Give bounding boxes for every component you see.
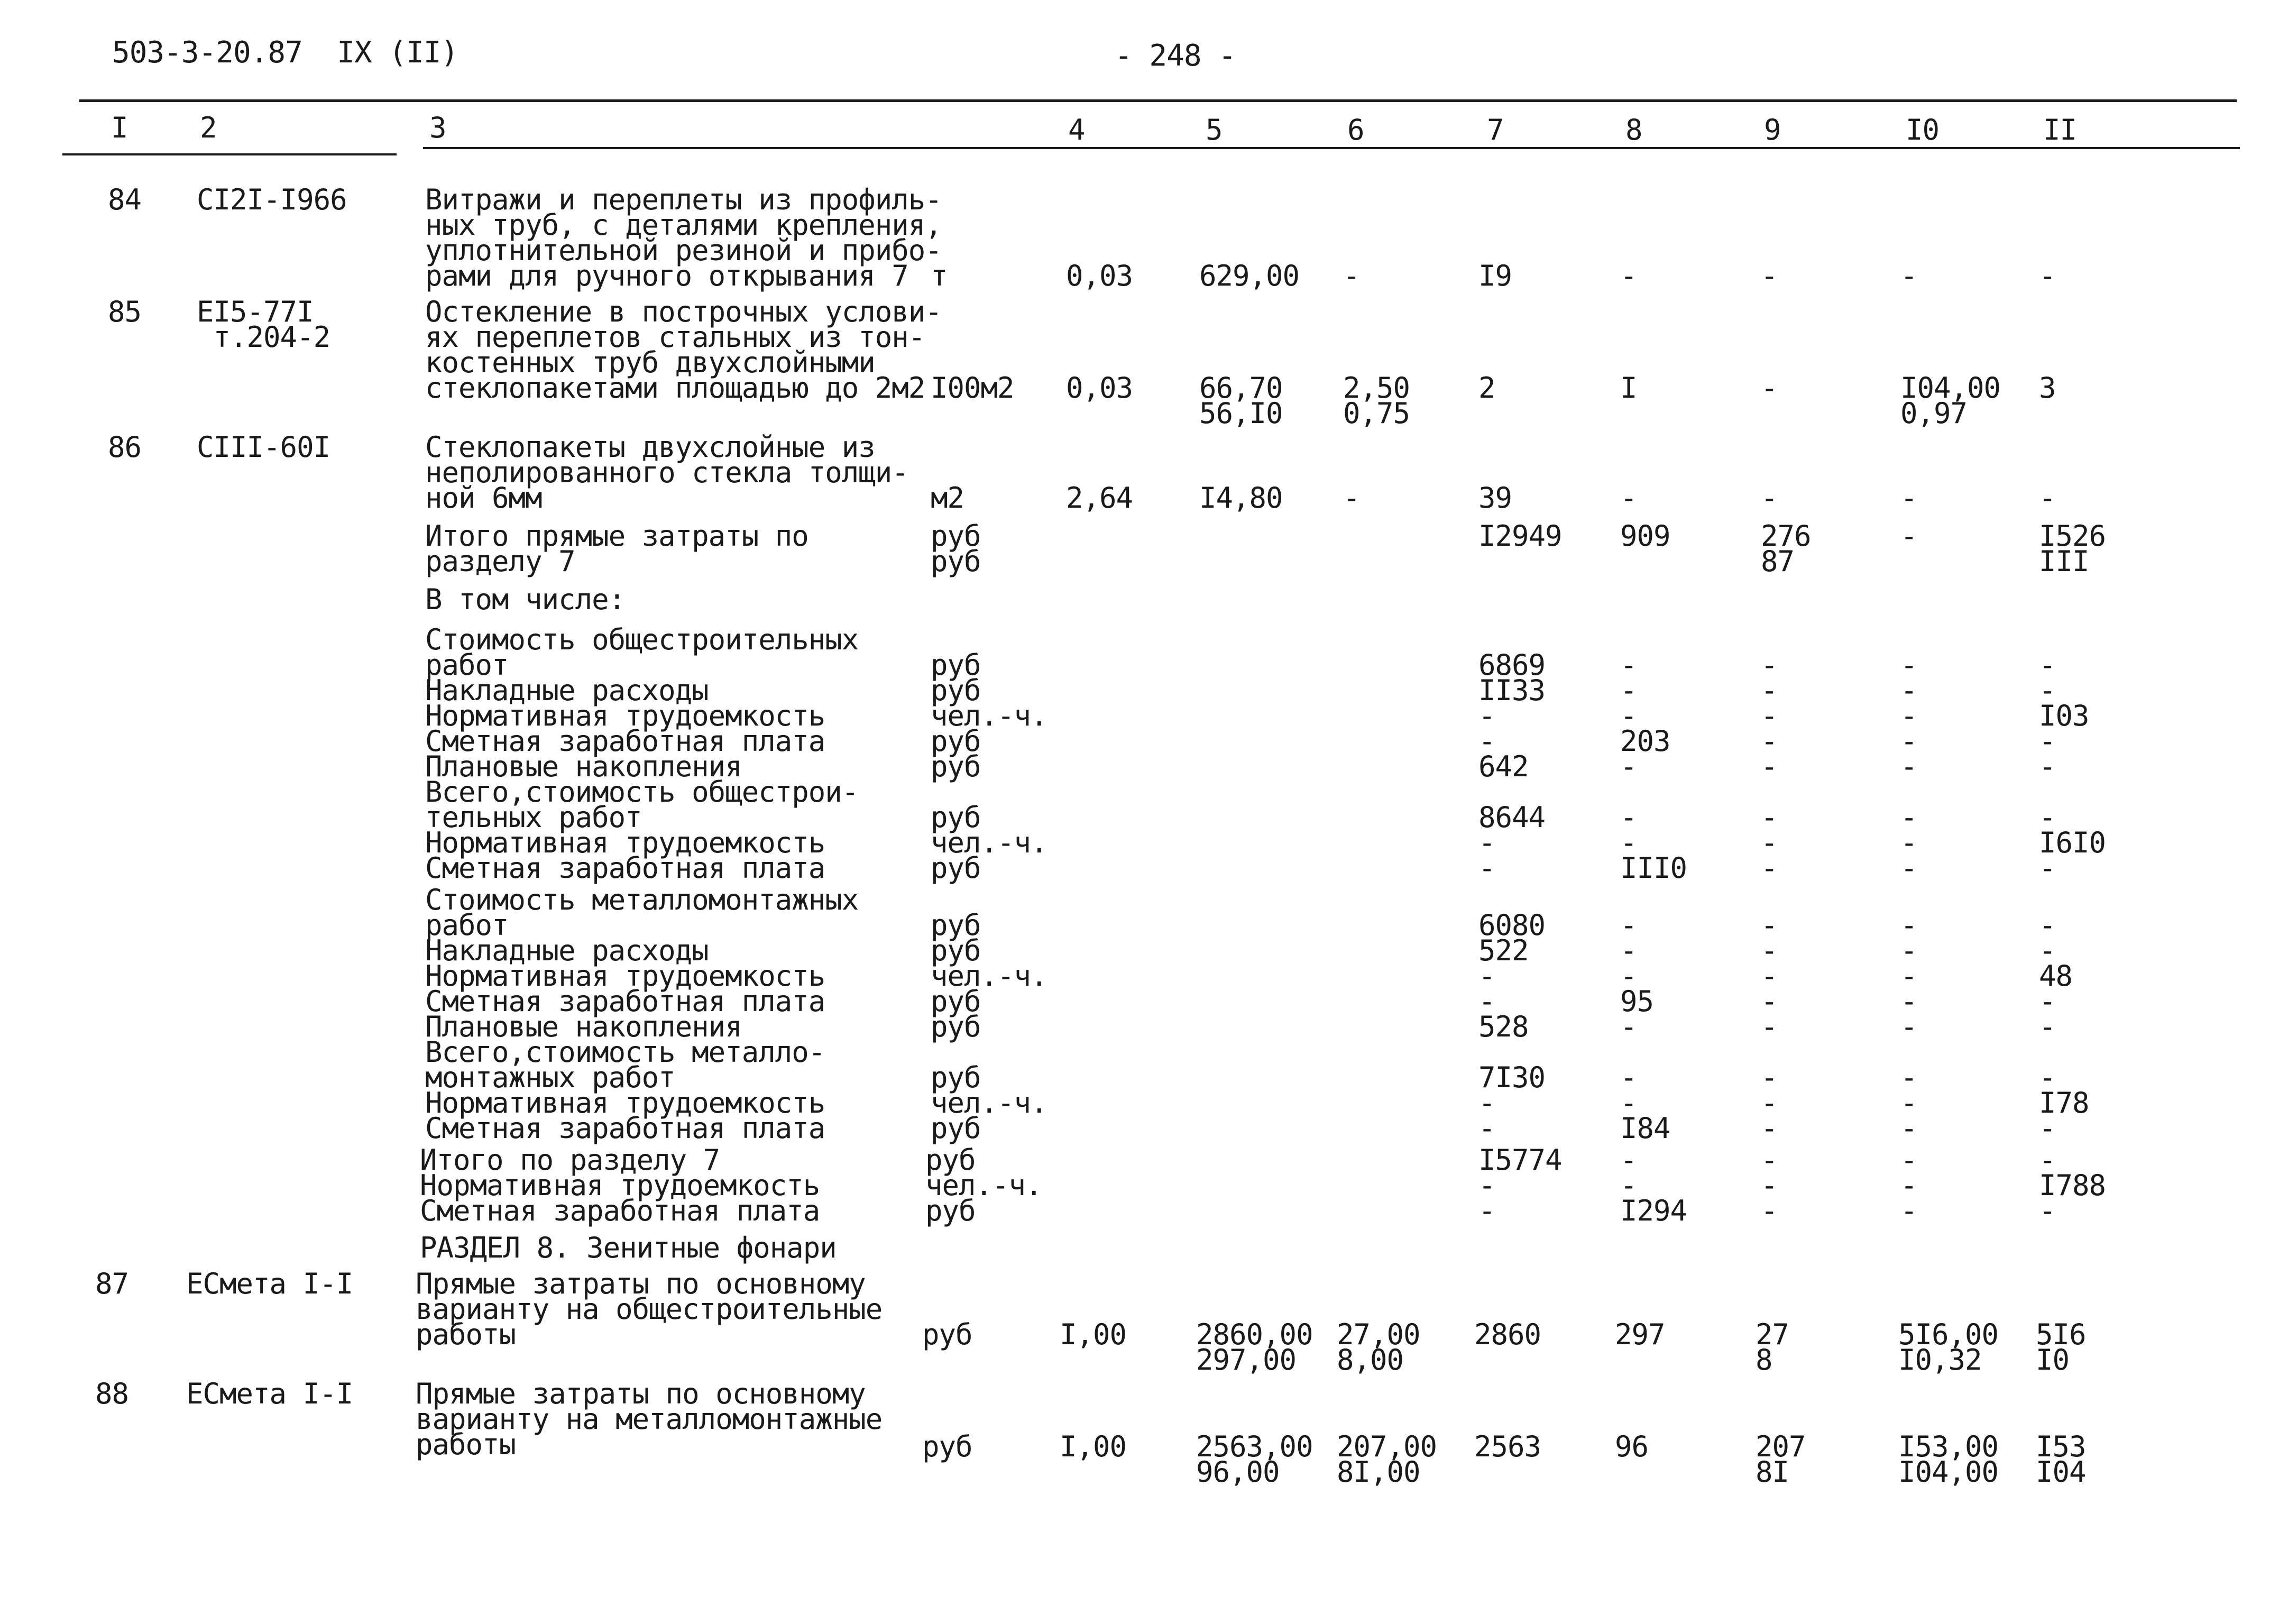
price-code: ЕСмета I-I [186,1267,353,1300]
row-number: 88 [95,1377,129,1410]
cell-col-9: - [1761,259,1778,292]
cell-col-10: - - - - - - - - [1900,909,1917,1145]
cell-col-8: - - I294 [1620,1143,1687,1227]
quantity: I,00 [1060,1318,1127,1351]
cell-col-8: 909 [1620,519,1670,553]
cell-col-9: - [1761,481,1778,515]
unit: руб чел.-ч. руб [925,1143,1042,1227]
column-header-cell: 6 [1347,113,1364,146]
price-code: ЕСмета I-I [186,1377,353,1410]
work-description: Прямые затраты по основному варианту на металломонтажные работы [416,1377,883,1461]
cell-col-8: - - - 95 - - - I84 [1620,909,1670,1145]
cell-col-10: - - - [1900,1143,1917,1227]
row-number: 84 [108,183,142,216]
cell-col-7: I9 [1478,259,1512,292]
cell-col-10: - [1900,481,1917,515]
price-code: CI2I-I966 [197,183,347,216]
price-code: CIII-60I [197,430,330,464]
cell-col-11: I53 I04 [2036,1430,2086,1489]
cell-col-10: I04,00 0,97 [1900,371,2001,430]
cell-col-11: - - 48 - - - I78 - [2039,909,2089,1145]
quantity: I,00 [1060,1430,1127,1463]
work-description: Витражи и переплеты из профиль- ных труб, с деталями крепления, уплотнительной резиной и прибо- рами для ручного открывания 7 [425,183,942,292]
work-description: Стоимость металломонтажных работ Накладные расходы Нормативная трудоемкость Сметная заработная плата Плановые накопления Всего,стоимость металло- монтажных работ Нормативная трудоемкость Сметная заработная плата [425,883,859,1145]
cell-col-11: I526 III [2039,519,2106,578]
column-header-cell: 2 [200,111,217,144]
table-top-rule [79,99,2237,102]
work-description: Стоимость общестроительных работ Накладные расходы Нормативная трудоемкость Сметная заработная плата Плановые накопления Всего,стоимость общестрои- тельных работ Нормативная трудоемкость Сметная заработная плата [425,623,859,885]
cell-col-6: 27,00 8,00 [1337,1318,1420,1377]
cell-col-5: I4,80 [1199,481,1283,515]
work-description: Стеклопакеты двухслойные из неполированного стекла толщи- ной 6мм [425,430,908,515]
cell-col-7: 2563 [1474,1430,1541,1463]
column-header-cell: 8 [1625,113,1642,146]
cell-col-5: 629,00 [1199,259,1300,292]
cell-col-10: - [1900,519,1917,553]
column-header-cell: I0 [1906,113,1940,146]
cell-col-11: - I788 - [2039,1143,2106,1227]
cell-col-8: I [1620,371,1637,405]
quantity: 2,64 [1066,481,1133,515]
cell-col-8: - - - 203 - - - III0 [1620,648,1687,885]
quantity: 0,03 [1066,259,1133,292]
header-rule-left [62,153,397,155]
unit: руб руб чел.-ч. руб руб руб чел.-ч. руб [931,909,1047,1145]
unit: т [931,259,948,292]
cell-col-10: - - - - - - - - [1900,648,1917,885]
column-header-cell: 7 [1487,113,1504,146]
cell-col-9: 27 8 [1756,1318,1789,1377]
work-description: Итого прямые затраты по разделу 7 [425,519,808,578]
cell-col-8: 297 [1615,1318,1665,1351]
cell-col-11: 5I6 I0 [2036,1318,2086,1377]
cell-col-9: 207 8I [1756,1430,1806,1489]
column-header-cell: 4 [1068,113,1085,146]
cell-col-7: I5774 - - [1478,1143,1562,1227]
column-header-cell: I [111,111,128,144]
cell-col-7: 2 [1478,371,1495,405]
unit: м2 [931,481,964,515]
cell-col-8: 96 [1615,1430,1649,1463]
work-description: Прямые затраты по основному варианту на общестроительные работы [416,1267,883,1351]
row-number: 86 [108,430,142,464]
unit: I00м2 [931,371,1014,405]
row-number: 85 [108,295,142,328]
cell-col-10: 5I6,00 I0,32 [1898,1318,1999,1377]
unit: руб [922,1430,972,1463]
row-number: 87 [95,1267,129,1300]
column-header-cell: 3 [429,111,446,144]
cell-col-11: 3 [2039,371,2056,405]
cell-col-9: - - - - - - - - [1761,648,1778,885]
cell-col-7: I2949 [1478,519,1562,553]
price-code: EI5-77I т.204-2 [197,295,330,354]
cell-col-6: 207,00 8I,00 [1337,1430,1437,1489]
cell-col-5: 66,70 56,I0 [1199,371,1283,430]
cell-col-7: 2860 [1474,1318,1541,1351]
cell-col-7: 6080 522 - - 528 7I30 - - [1478,909,1546,1145]
cell-col-11: - [2039,481,2056,515]
cell-col-10: - [1900,259,1917,292]
column-header-cell: 9 [1764,113,1781,146]
cell-col-7: 39 [1478,481,1512,515]
section-heading: РАЗДЕЛ 8. Зенитные фонари [420,1231,837,1264]
cell-col-9: 276 87 [1761,519,1811,578]
cell-col-9: - [1761,371,1778,405]
cell-col-10: I53,00 I04,00 [1898,1430,1999,1489]
header-rule-right [423,147,2240,149]
cell-col-6: 2,50 0,75 [1343,371,1410,430]
unit: руб руб [931,519,981,578]
document-code: 503-3-20.87 IX (II) [112,35,458,70]
cell-col-8: - [1620,259,1637,292]
unit: руб [922,1318,972,1351]
column-header-cell: 5 [1206,113,1223,146]
cell-col-6: - [1343,481,1360,515]
including-label: В том числе: [425,583,626,616]
work-description: Остекление в построчных услови- ях переплетов стальных из тон- костенных труб двухслойными стеклопакетами площадью до 2м2 [425,295,942,405]
cell-col-6: - [1343,259,1360,292]
quantity: 0,03 [1066,371,1133,405]
column-header-cell: II [2043,113,2077,146]
cell-col-8: - [1620,481,1637,515]
cell-col-5: 2563,00 96,00 [1196,1430,1313,1489]
page-number: - 248 - [1115,39,1236,73]
cell-col-5: 2860,00 297,00 [1196,1318,1313,1377]
work-description: Итого по разделу 7 Нормативная трудоемкость Сметная заработная плата [420,1143,820,1227]
cell-col-11: - [2039,259,2056,292]
cell-col-7: 6869 II33 - - 642 8644 - - [1478,648,1546,885]
cell-col-11: - - I03 - - - I6I0 - [2039,648,2106,885]
cell-col-9: - - - [1761,1143,1778,1227]
unit: руб руб чел.-ч. руб руб руб чел.-ч. руб [931,648,1047,885]
cell-col-9: - - - - - - - - [1761,909,1778,1145]
